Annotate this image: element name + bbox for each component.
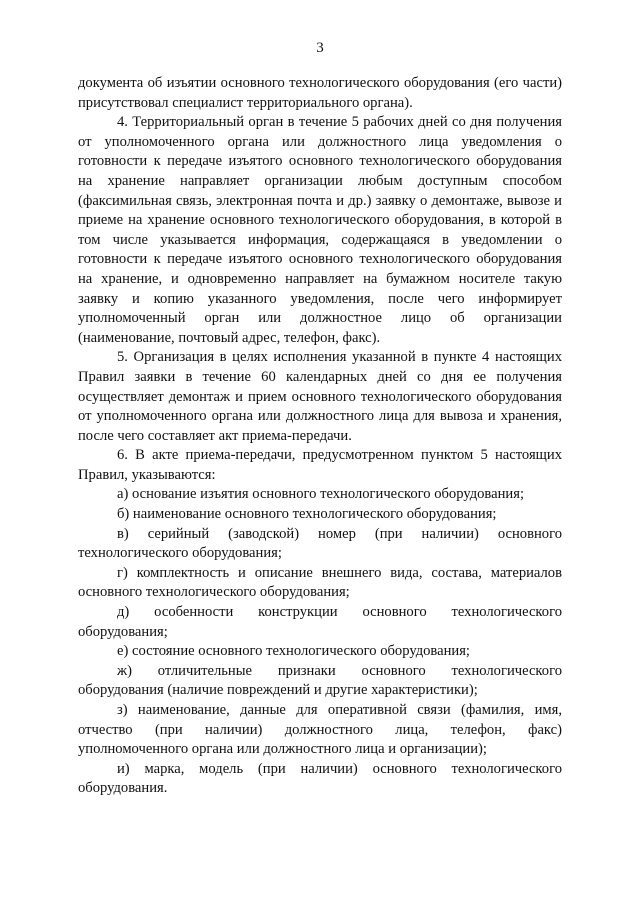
page-number: 3 (316, 40, 324, 56)
document-body (78, 74, 562, 799)
paragraph-item-6: 6. В акте приема-передачи, предусмотренном пунктом 5 настоящих Правил, указываются: (78, 447, 562, 483)
list-item-i: и) марка, модель (при наличии) основного технологического оборудования. (78, 760, 562, 797)
list-item-v: в) серийный (заводской) номер (при наличии) основного технологического оборудования; (78, 525, 562, 562)
list-item-z: з) наименование, данные для оперативной связи (фамилия, имя, отчество (при наличии) должностного лица, телефон, факс) уполномоченного органа или должностного лица и организации); (78, 702, 562, 758)
paragraph-item-5: 5. Организация в целях исполнения указанной в пункте 4 настоящих Правил заявки в течение 60 календарных дней со дня ее получения осуществляет демонтаж и прием основного технологического оборудования от уполномоченного органа или должностного лица для вывоза и хранения, после чего составляет акт приема-передачи. (78, 349, 562, 444)
list-item-zh: ж) отличительные признаки основного технологического оборудования (наличие повреждений и другие характеристики); (78, 662, 562, 699)
list-item-b: б) наименование основного технологического оборудования; (117, 506, 497, 523)
list-item-e: е) состояние основного технологического оборудования; (117, 643, 470, 660)
paragraph-item-4: 4. Территориальный орган в течение 5 рабочих дней со дня получения от уполномоченного органа или должностного лица уведомления о готовности к передаче изъятого основного технологического оборудования на хранение направляет организации любым доступным способом (факсимильная связь, электронная почта и др.) заявку о демонтаже, вывозе и приеме на хранение основного технологического оборудования, в которой в том числе указывается информация, содержащаяся в уведомлении о готовности к передаче изъятого основного технологического оборудования на хранение, и одновременно направляет на бумажном носителе такую заявку и копию указанного уведомления, после чего информирует уполномоченный орган или должностное лицо об организации (наименование, почтовый адрес, телефон, факс). (78, 114, 562, 346)
list-item-a: а) основание изъятия основного технологического оборудования; (117, 486, 524, 503)
list-item-g: г) комплектность и описание внешнего вида, состава, материалов основного технологического оборудования; (78, 564, 562, 601)
list-item-d: д) особенности конструкции основного технологического оборудования; (78, 604, 562, 640)
paragraph-continuation: документа об изъятии основного технологического оборудования (его части) присутствовал специалист территориального органа). (78, 75, 562, 111)
